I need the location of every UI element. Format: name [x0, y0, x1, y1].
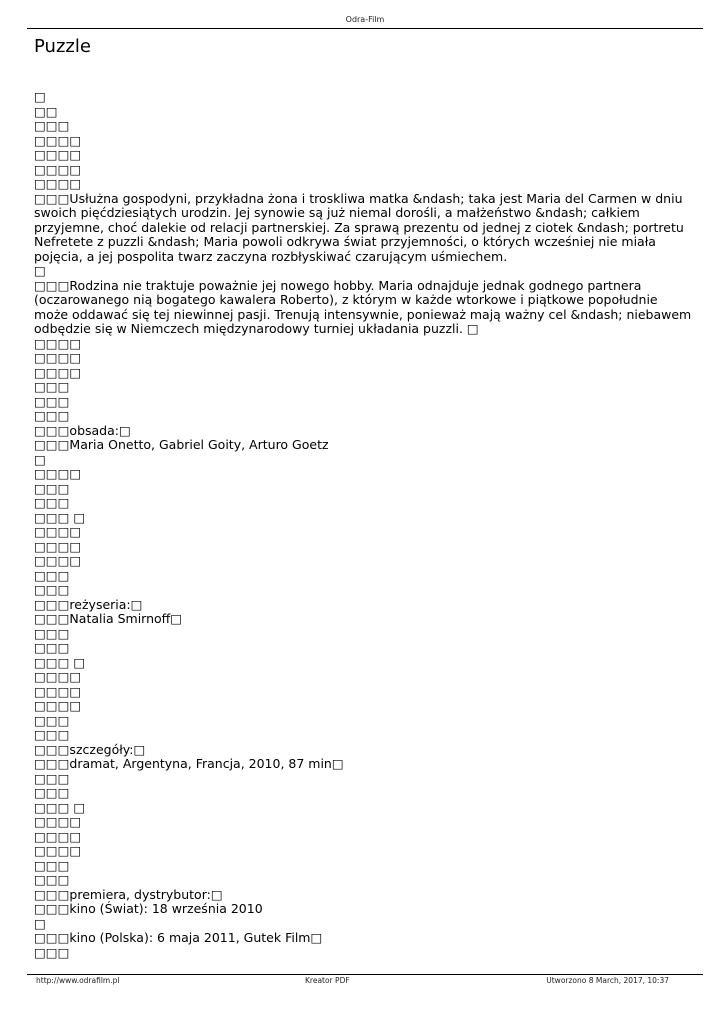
- footer-divider: [27, 974, 703, 975]
- body-line: □□□kino (Polska): 6 maja 2011, Gutek Film□: [34, 930, 323, 945]
- body-line: □□□Maria Onetto, Gabriel Goity, Arturo Goetz: [34, 437, 329, 452]
- body-line: □□□□: [34, 669, 82, 684]
- body-line: □□□□: [34, 132, 82, 148]
- body-line: □□□: [34, 379, 70, 394]
- body-line: □□□ □: [34, 654, 86, 670]
- body-line: □□□: [34, 857, 70, 873]
- body-line: □□□□: [34, 147, 82, 162]
- body-line: □: [34, 915, 46, 931]
- body-line: □□□□: [34, 466, 82, 481]
- body-line: □□□□: [34, 683, 82, 699]
- body-line: □□□: [34, 567, 70, 583]
- body-line: □: [34, 451, 46, 467]
- body-line: □□□premiera, dystrybutor:□: [34, 886, 223, 902]
- body-line: □□□obsada:□: [34, 422, 131, 438]
- body-line: □□□kino (Świat): 18 września 2010: [34, 901, 263, 916]
- body-line: □□□□: [34, 161, 82, 177]
- body-line: □: [34, 263, 46, 278]
- body-line: □□□□: [34, 364, 82, 380]
- body-line: □□□: [34, 408, 70, 423]
- body-line: □□□□: [34, 350, 82, 365]
- body-paragraph: □□□Usłużna gospodyni, przykładna żona i troskliwa matka &ndash; taka jest Maria del Carmen w dniu swoich pięćdziesiątych urodzin. Jej synowie są już niemal dorośli, a małżeństwo &ndash; całkiem przyjemne, choć dalekie od relacji partnerskiej. Za sprawą prezentu od jednej z ciotek &ndash; portretu Nefretete z puzzli &ndash; Maria powoli odkrywa świat przyjemności, o których wcześniej nie miała pojęcia, a jej pospolita twarz zaczyna rozbłyskiwać czarującym uśmiechem.: [34, 190, 684, 264]
- body-line: □□□: [34, 495, 70, 510]
- body-line: □□□Natalia Smirnoff□: [34, 611, 183, 626]
- body-line: □□□: [34, 118, 70, 133]
- footer-generator: Kreator PDF: [305, 976, 350, 985]
- body-line: □□□ □: [34, 509, 86, 525]
- body-paragraph: □□□Rodzina nie traktuje poważnie jej nowego hobby. Maria odnajduje jednak godnego partnera (oczarowanego nią bogatego kawalera Roberto), z którym w każde wtorkowe i piątkowe popołudnie może oddawać się tej niewinnej pasji. Trenują intensywnie, ponieważ mają ważny cel &ndash; niebawem odbędzie się w Niemczech międzynarodowy turniej układania puzzli. □: [34, 277, 692, 336]
- body-line: □□□□: [34, 814, 82, 829]
- footer-url: http://www.odrafilm.pl: [36, 976, 120, 985]
- body-line: □□□: [34, 785, 70, 800]
- body-line: □□□reżyseria:□: [34, 596, 143, 612]
- body-line: □□□szczegóły:□: [34, 741, 146, 757]
- body-line: □□□□: [34, 553, 82, 568]
- body-line: □□□: [34, 393, 70, 409]
- body-line: □□□dramat, Argentyna, Francja, 2010, 87 min□: [34, 756, 344, 771]
- document-body: [34, 90, 694, 960]
- body-line: □: [34, 89, 46, 104]
- body-line: □□□: [34, 770, 70, 786]
- body-line: □□□□: [34, 843, 82, 858]
- body-line: □□□: [34, 727, 70, 742]
- body-line: □□□: [34, 480, 70, 496]
- body-line: □□□□: [34, 524, 82, 539]
- body-line: □□□: [34, 872, 70, 887]
- body-line: □□□: [34, 625, 70, 641]
- body-line: □□: [34, 103, 58, 119]
- page-header: Odra-Film: [345, 15, 385, 24]
- header-divider: [27, 28, 703, 29]
- body-line: □□□: [34, 640, 70, 655]
- body-line: □□□: [34, 712, 70, 728]
- footer-created: Utworzono 8 March, 2017, 10:37: [546, 976, 669, 985]
- body-line: □□□: [34, 582, 70, 597]
- body-line: □□□: [34, 944, 70, 960]
- body-line: □□□□: [34, 335, 82, 351]
- body-line: □□□□: [34, 538, 82, 554]
- body-line: □□□ □: [34, 799, 86, 815]
- body-line: □□□□: [34, 176, 82, 191]
- body-line: □□□□: [34, 698, 82, 713]
- page-title: Puzzle: [34, 36, 91, 57]
- body-line: □□□□: [34, 828, 82, 844]
